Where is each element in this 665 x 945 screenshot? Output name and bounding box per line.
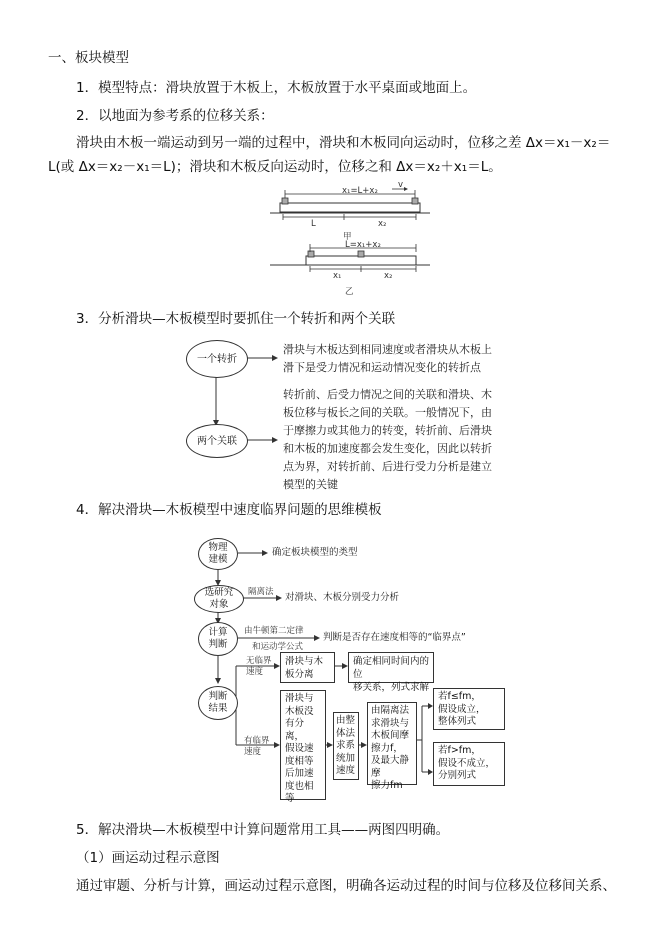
jia-top-label: x₁=L+x₂ [342,186,378,196]
paragraph-line-2: L(或 Δx＝x₂－x₁＝L)；滑块和木板反向运动时，位移之和 Δx＝x₂＋x₁＝L。 [48,159,502,175]
jia-v-label: v [398,180,404,190]
box-isolate-l4: 擦力f， [371,742,403,754]
node-choose-object [194,585,244,613]
point-4: 4．解决滑块—木板模型中速度临界问题的思维模板 [76,502,382,518]
yi-top-label: L=x₁+x₂ [345,240,381,250]
relations-text-3: 于摩擦力或其他力的转变，转折前、后滑块 [283,424,492,437]
box-isolate-friction [367,702,417,791]
box-whole-l5: 速度 [336,765,356,776]
box-ok-l2: 假设成立， [438,703,486,715]
box-assume-l1: 滑块与 [285,693,314,704]
node-result-l2: 结果 [208,703,228,714]
box-isolate-l3: 木板间摩 [371,730,410,741]
relations-text-4: 和木板的加速度都会发生变化，因此以转折 [283,442,492,455]
box-separate-l1: 滑块与木 [285,656,324,667]
yi-x2-label: x₂ [384,271,393,281]
box-isolate-l2: 求滑块与 [371,717,410,729]
box-whole-l2: 体法 [336,727,356,739]
node-one-turning-label: 一个转折 [197,353,237,365]
node-result [198,686,238,720]
box-assume-l7: 度也相 [285,780,314,792]
point-5: 5．解决滑块—木板模型中计算问题常用工具——两图四明确。 [76,822,450,838]
node-choose-object-l1: 选研究 [204,587,234,598]
label-has-critical-l1: 有临界 [244,736,270,746]
text-critical-point: 判断是否存在速度相等的“临界点” [323,632,466,643]
relations-text-5: 点为界，对转折前、后进行受力分析是建立 [283,460,492,473]
label-no-critical [246,656,272,678]
box-assume-l5: 度相等 [285,755,314,767]
box-isolate-l5: 及最大静摩 [371,755,410,779]
label-newton-1: 由牛顿第二定律 [244,626,304,636]
point-3: 3．分析滑块—木板模型时要抓住一个转折和两个关联 [76,311,396,327]
box-same-time [348,652,434,693]
box-isolate-l6: 擦力fm [371,780,403,791]
box-assume-l3: 有分离， [285,718,305,742]
turning-text-2: 滑下是受力情况和运动情况变化的转折点 [283,361,481,374]
jia-L-label: L [311,219,316,229]
label-isolation-method: 隔离法 [248,587,274,597]
box-ok-l1: 若f≤fm， [438,691,481,702]
yi-x1-label: x₁ [333,271,342,281]
label-has-critical [244,736,270,758]
box-same-time-l1: 确定相同时间内的位 [353,656,430,680]
section-heading: 一、板块模型 [48,50,129,66]
box-assume-l8: 等 [285,793,295,804]
node-calc-judge-l1: 计算 [208,627,228,638]
node-physics-model [198,538,238,570]
point-2: 2．以地面为参考系的位移关系： [76,108,274,124]
box-fail-l3: 分别列式 [438,770,477,781]
node-physics-model-l2: 建模 [208,554,228,565]
box-separate-l2: 板分离 [285,669,314,680]
box-fail-l2: 假设不成立， [438,757,496,769]
text-model-type: 确定板块模型的类型 [272,547,358,558]
box-whole-l1: 由整 [336,715,356,726]
paragraph-line-1: 滑块由木板一端运动到另一端的过程中，滑块和木板同向运动时，位移之差 Δx＝x₁－x₂＝ [76,135,611,151]
relations-text-6: 模型的关键 [283,478,338,491]
subpoint-1: （1）画运动过程示意图 [76,850,220,866]
yi-caption: 乙 [345,287,354,297]
box-assume-l2: 木板没 [285,705,314,717]
label-no-critical-l1: 无临界 [246,656,272,666]
box-assume-l4: 假设速 [285,743,314,754]
box-whole-l4: 统加 [336,752,356,764]
last-paragraph: 通过审题、分析与计算，画运动过程示意图，明确各运动过程的时间与位移及位移间关系、 [76,878,616,894]
box-assume-equal [280,690,326,804]
box-whole-method [333,712,359,780]
point-1: 1．模型特点：滑块放置于木板上，木板放置于水平桌面或地面上。 [76,80,477,96]
turning-text-1: 滑块与木板达到相同速度或者滑块从木板上 [283,343,492,356]
relations-text-1: 转折前、后受力情况之间的关联和滑块、木 [283,388,492,401]
box-separate [280,652,335,683]
node-two-relations-label: 两个关联 [197,435,237,447]
box-ok-l3: 整体列式 [438,716,477,727]
box-assume-l6: 后加速 [285,768,314,779]
label-newton-2: 和运动学公式 [252,642,304,652]
box-isolate-l1: 由隔离法 [371,705,410,716]
jia-caption: 甲 [343,232,352,242]
node-choose-object-l2: 对象 [209,599,229,610]
box-assumption-fails [433,742,505,786]
label-has-critical-l2: 速度 [244,747,262,757]
box-same-time-l2: 移关系，列式求解 [353,682,430,693]
node-result-l1: 判断 [208,691,228,702]
node-calc-judge-l2: 判断 [208,639,228,650]
jia-x2-label: x₂ [378,219,387,229]
box-fail-l1: 若f>fm， [438,745,481,756]
label-no-critical-l2: 速度 [246,667,264,677]
text-force-analysis: 对滑块、木板分别受力分析 [285,592,400,603]
node-calc-judge [198,622,238,656]
relations-text-2: 板位移与板长之间的关联。一般情况下，由 [283,406,492,419]
box-assumption-holds [433,688,505,730]
box-whole-l3: 求系 [336,740,356,751]
node-physics-model-l1: 物理 [208,542,228,553]
